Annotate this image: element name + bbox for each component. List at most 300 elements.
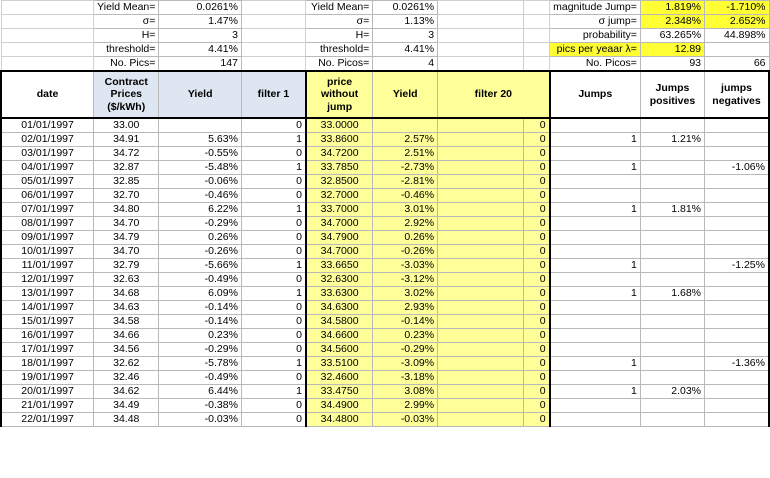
- cell-jump-positive[interactable]: [640, 413, 704, 427]
- cell-jump-positive[interactable]: [640, 175, 704, 189]
- param-right-value-1[interactable]: 93: [640, 57, 704, 72]
- header-jumps[interactable]: Jumps: [550, 71, 641, 118]
- cell-yield-2[interactable]: -3.18%: [373, 371, 438, 385]
- cell-jump-negative[interactable]: [705, 231, 769, 245]
- cell-filter-1[interactable]: 1: [241, 259, 306, 273]
- cell-jump[interactable]: 1: [550, 385, 641, 399]
- cell-date[interactable]: 21/01/1997: [1, 399, 94, 413]
- cell-price-without-jump[interactable]: 34.7000: [306, 245, 373, 259]
- cell-date[interactable]: 13/01/1997: [1, 287, 94, 301]
- cell-jump[interactable]: [550, 329, 641, 343]
- cell-yield[interactable]: -0.26%: [159, 245, 242, 259]
- param-right-value-2[interactable]: 44.898%: [705, 29, 769, 43]
- empty-cell[interactable]: [438, 245, 524, 259]
- cell-yield-2[interactable]: 3.01%: [373, 203, 438, 217]
- cell-yield[interactable]: 0.23%: [159, 329, 242, 343]
- cell-price-without-jump[interactable]: 32.8500: [306, 175, 373, 189]
- cell-yield-2[interactable]: 2.92%: [373, 217, 438, 231]
- empty-cell[interactable]: [438, 301, 524, 315]
- param-right-label[interactable]: σ jump=: [550, 15, 641, 29]
- cell-yield-2[interactable]: 2.57%: [373, 133, 438, 147]
- param-left-value[interactable]: 1.47%: [159, 15, 242, 29]
- cell-yield-2[interactable]: -3.12%: [373, 273, 438, 287]
- cell-jump[interactable]: [550, 245, 641, 259]
- cell-yield[interactable]: -5.78%: [159, 357, 242, 371]
- cell-yield-2[interactable]: -0.03%: [373, 413, 438, 427]
- cell-jump-positive[interactable]: [640, 329, 704, 343]
- empty-cell[interactable]: [241, 43, 306, 57]
- header-price-without-jump[interactable]: price without jump: [306, 71, 373, 118]
- cell-jump-positive[interactable]: [640, 399, 704, 413]
- cell-date[interactable]: 10/01/1997: [1, 245, 94, 259]
- empty-cell[interactable]: [438, 203, 524, 217]
- cell-yield-2[interactable]: 2.99%: [373, 399, 438, 413]
- cell-jump[interactable]: [550, 147, 641, 161]
- cell-jump-positive[interactable]: [640, 189, 704, 203]
- cell-jump-positive[interactable]: [640, 357, 704, 371]
- cell-contract-price[interactable]: 34.70: [94, 217, 159, 231]
- empty-cell[interactable]: [438, 133, 524, 147]
- cell-filter-1[interactable]: 0: [241, 329, 306, 343]
- header-filter-1[interactable]: filter 1: [241, 71, 306, 118]
- cell-jump-positive[interactable]: 1.68%: [640, 287, 704, 301]
- cell-price-without-jump[interactable]: 33.4750: [306, 385, 373, 399]
- cell-filter-20[interactable]: 0: [523, 147, 549, 161]
- cell-price-without-jump[interactable]: 33.6300: [306, 287, 373, 301]
- cell-jump-negative[interactable]: [705, 203, 769, 217]
- cell-contract-price[interactable]: 34.56: [94, 343, 159, 357]
- cell-price-without-jump[interactable]: 34.6300: [306, 301, 373, 315]
- param-mid-label[interactable]: No. Picos=: [306, 57, 373, 72]
- empty-cell[interactable]: [438, 189, 524, 203]
- cell-date[interactable]: 03/01/1997: [1, 147, 94, 161]
- cell-price-without-jump[interactable]: 34.5600: [306, 343, 373, 357]
- cell-yield-2[interactable]: -0.14%: [373, 315, 438, 329]
- param-left-label[interactable]: No. Pics=: [94, 57, 159, 72]
- empty-cell[interactable]: [523, 15, 549, 29]
- cell-jump-positive[interactable]: [640, 273, 704, 287]
- empty-cell[interactable]: [438, 161, 524, 175]
- cell-filter-20[interactable]: 0: [523, 161, 549, 175]
- cell-jump[interactable]: [550, 399, 641, 413]
- cell-contract-price[interactable]: 34.63: [94, 301, 159, 315]
- cell-filter-1[interactable]: 1: [241, 357, 306, 371]
- cell-jump-positive[interactable]: [640, 161, 704, 175]
- empty-cell[interactable]: [1, 29, 94, 43]
- cell-jump[interactable]: [550, 175, 641, 189]
- cell-yield[interactable]: -0.14%: [159, 315, 242, 329]
- empty-cell[interactable]: [438, 399, 524, 413]
- cell-contract-price[interactable]: 34.58: [94, 315, 159, 329]
- cell-date[interactable]: 19/01/1997: [1, 371, 94, 385]
- cell-jump-negative[interactable]: [705, 329, 769, 343]
- empty-cell[interactable]: [438, 15, 524, 29]
- cell-jump[interactable]: [550, 301, 641, 315]
- empty-cell[interactable]: [523, 57, 549, 72]
- cell-contract-price[interactable]: 34.66: [94, 329, 159, 343]
- param-left-label[interactable]: H=: [94, 29, 159, 43]
- cell-jump[interactable]: [550, 231, 641, 245]
- empty-cell[interactable]: [438, 217, 524, 231]
- cell-jump-positive[interactable]: [640, 343, 704, 357]
- cell-filter-20[interactable]: 0: [523, 343, 549, 357]
- cell-jump-positive[interactable]: [640, 231, 704, 245]
- cell-filter-1[interactable]: 1: [241, 161, 306, 175]
- cell-date[interactable]: 04/01/1997: [1, 161, 94, 175]
- cell-jump-negative[interactable]: [705, 315, 769, 329]
- cell-jump-positive[interactable]: [640, 315, 704, 329]
- empty-cell[interactable]: [438, 57, 524, 72]
- cell-contract-price[interactable]: 32.79: [94, 259, 159, 273]
- empty-cell[interactable]: [523, 1, 549, 15]
- empty-cell[interactable]: [1, 1, 94, 15]
- header-date[interactable]: date: [1, 71, 94, 118]
- empty-cell[interactable]: [241, 57, 306, 72]
- cell-contract-price[interactable]: 32.62: [94, 357, 159, 371]
- cell-price-without-jump[interactable]: 34.4900: [306, 399, 373, 413]
- param-mid-value[interactable]: 3: [373, 29, 438, 43]
- param-right-value-1[interactable]: 63.265%: [640, 29, 704, 43]
- cell-yield[interactable]: 5.63%: [159, 133, 242, 147]
- cell-jump[interactable]: [550, 371, 641, 385]
- cell-filter-1[interactable]: 1: [241, 287, 306, 301]
- cell-price-without-jump[interactable]: 34.4800: [306, 413, 373, 427]
- cell-price-without-jump[interactable]: 33.5100: [306, 357, 373, 371]
- cell-yield[interactable]: -0.06%: [159, 175, 242, 189]
- header-yield-2[interactable]: Yield: [373, 71, 438, 118]
- cell-date[interactable]: 06/01/1997: [1, 189, 94, 203]
- param-left-value[interactable]: 0.0261%: [159, 1, 242, 15]
- param-right-label[interactable]: No. Picos=: [550, 57, 641, 72]
- cell-yield[interactable]: -0.14%: [159, 301, 242, 315]
- cell-filter-20[interactable]: 0: [523, 259, 549, 273]
- cell-filter-20[interactable]: 0: [523, 203, 549, 217]
- empty-cell[interactable]: [438, 43, 524, 57]
- cell-filter-1[interactable]: 0: [241, 315, 306, 329]
- cell-price-without-jump[interactable]: 32.7000: [306, 189, 373, 203]
- cell-filter-1[interactable]: 0: [241, 147, 306, 161]
- param-right-value-1[interactable]: 12.89: [640, 43, 704, 57]
- empty-cell[interactable]: [523, 29, 549, 43]
- cell-jump-negative[interactable]: [705, 217, 769, 231]
- cell-jump-negative[interactable]: [705, 147, 769, 161]
- cell-yield[interactable]: -0.03%: [159, 413, 242, 427]
- cell-yield-2[interactable]: -3.03%: [373, 259, 438, 273]
- cell-jump-positive[interactable]: [640, 371, 704, 385]
- empty-cell[interactable]: [438, 273, 524, 287]
- param-left-label[interactable]: threshold=: [94, 43, 159, 57]
- cell-contract-price[interactable]: 34.80: [94, 203, 159, 217]
- cell-jump-negative[interactable]: [705, 343, 769, 357]
- cell-jump-positive[interactable]: [640, 245, 704, 259]
- cell-jump[interactable]: 1: [550, 357, 641, 371]
- cell-price-without-jump[interactable]: 33.0000: [306, 118, 373, 133]
- cell-yield-2[interactable]: 3.08%: [373, 385, 438, 399]
- cell-yield-2[interactable]: -2.81%: [373, 175, 438, 189]
- empty-cell[interactable]: [438, 1, 524, 15]
- cell-date[interactable]: 02/01/1997: [1, 133, 94, 147]
- empty-cell[interactable]: [438, 371, 524, 385]
- cell-date[interactable]: 17/01/1997: [1, 343, 94, 357]
- header-filter-20[interactable]: filter 20: [438, 71, 550, 118]
- cell-contract-price[interactable]: 32.46: [94, 371, 159, 385]
- cell-filter-20[interactable]: 0: [523, 175, 549, 189]
- cell-contract-price[interactable]: 32.87: [94, 161, 159, 175]
- cell-yield-2[interactable]: 2.51%: [373, 147, 438, 161]
- cell-date[interactable]: 15/01/1997: [1, 315, 94, 329]
- empty-cell[interactable]: [241, 15, 306, 29]
- cell-yield-2[interactable]: -3.09%: [373, 357, 438, 371]
- empty-cell[interactable]: [438, 29, 524, 43]
- cell-yield[interactable]: -0.46%: [159, 189, 242, 203]
- empty-cell[interactable]: [438, 287, 524, 301]
- cell-yield[interactable]: -0.49%: [159, 371, 242, 385]
- cell-date[interactable]: 12/01/1997: [1, 273, 94, 287]
- cell-contract-price[interactable]: 34.68: [94, 287, 159, 301]
- cell-jump[interactable]: [550, 273, 641, 287]
- cell-yield-2[interactable]: -0.29%: [373, 343, 438, 357]
- cell-jump-negative[interactable]: [705, 399, 769, 413]
- cell-filter-20[interactable]: 0: [523, 189, 549, 203]
- empty-cell[interactable]: [1, 15, 94, 29]
- cell-jump[interactable]: 1: [550, 133, 641, 147]
- header-jumps-positives[interactable]: Jumps positives: [640, 71, 704, 118]
- cell-jump[interactable]: [550, 413, 641, 427]
- empty-cell[interactable]: [438, 231, 524, 245]
- param-mid-value[interactable]: 1.13%: [373, 15, 438, 29]
- cell-jump-negative[interactable]: [705, 301, 769, 315]
- cell-filter-1[interactable]: 0: [241, 399, 306, 413]
- empty-cell[interactable]: [438, 147, 524, 161]
- cell-jump[interactable]: [550, 118, 641, 133]
- empty-cell[interactable]: [241, 29, 306, 43]
- cell-contract-price[interactable]: 34.79: [94, 231, 159, 245]
- cell-price-without-jump[interactable]: 34.5800: [306, 315, 373, 329]
- cell-filter-1[interactable]: 0: [241, 343, 306, 357]
- empty-cell[interactable]: [438, 385, 524, 399]
- cell-filter-20[interactable]: 0: [523, 413, 549, 427]
- cell-filter-1[interactable]: 0: [241, 413, 306, 427]
- empty-cell[interactable]: [241, 1, 306, 15]
- cell-filter-1[interactable]: 0: [241, 301, 306, 315]
- cell-date[interactable]: 22/01/1997: [1, 413, 94, 427]
- cell-jump[interactable]: [550, 315, 641, 329]
- empty-cell[interactable]: [438, 413, 524, 427]
- cell-jump-negative[interactable]: -1.36%: [705, 357, 769, 371]
- cell-yield[interactable]: -0.29%: [159, 343, 242, 357]
- param-right-value-1[interactable]: 2.348%: [640, 15, 704, 29]
- cell-date[interactable]: 11/01/1997: [1, 259, 94, 273]
- param-left-value[interactable]: 4.41%: [159, 43, 242, 57]
- cell-filter-1[interactable]: 1: [241, 133, 306, 147]
- cell-yield[interactable]: 6.22%: [159, 203, 242, 217]
- cell-filter-1[interactable]: 0: [241, 118, 306, 133]
- cell-jump-negative[interactable]: [705, 175, 769, 189]
- cell-filter-20[interactable]: 0: [523, 287, 549, 301]
- cell-yield[interactable]: 6.44%: [159, 385, 242, 399]
- cell-jump-positive[interactable]: 2.03%: [640, 385, 704, 399]
- cell-jump-positive[interactable]: 1.21%: [640, 133, 704, 147]
- cell-price-without-jump[interactable]: 32.4600: [306, 371, 373, 385]
- cell-jump-positive[interactable]: [640, 301, 704, 315]
- param-mid-label[interactable]: H=: [306, 29, 373, 43]
- cell-jump-positive[interactable]: [640, 118, 704, 133]
- cell-jump[interactable]: 1: [550, 203, 641, 217]
- empty-cell[interactable]: [1, 57, 94, 72]
- param-mid-label[interactable]: Yield Mean=: [306, 1, 373, 15]
- cell-filter-20[interactable]: 0: [523, 301, 549, 315]
- cell-yield[interactable]: -5.48%: [159, 161, 242, 175]
- cell-yield[interactable]: [159, 118, 242, 133]
- empty-cell[interactable]: [1, 43, 94, 57]
- cell-yield[interactable]: -0.55%: [159, 147, 242, 161]
- cell-jump[interactable]: 1: [550, 259, 641, 273]
- cell-price-without-jump[interactable]: 34.7200: [306, 147, 373, 161]
- param-mid-value[interactable]: 4.41%: [373, 43, 438, 57]
- cell-filter-20[interactable]: 0: [523, 217, 549, 231]
- cell-jump-positive[interactable]: [640, 217, 704, 231]
- cell-jump-negative[interactable]: [705, 118, 769, 133]
- cell-filter-20[interactable]: 0: [523, 231, 549, 245]
- cell-yield-2[interactable]: 3.02%: [373, 287, 438, 301]
- cell-jump-positive[interactable]: [640, 259, 704, 273]
- cell-filter-20[interactable]: 0: [523, 371, 549, 385]
- cell-contract-price[interactable]: 32.85: [94, 175, 159, 189]
- cell-jump-positive[interactable]: 1.81%: [640, 203, 704, 217]
- cell-filter-20[interactable]: 0: [523, 399, 549, 413]
- param-right-value-1[interactable]: 1.819%: [640, 1, 704, 15]
- cell-yield-2[interactable]: [373, 118, 438, 133]
- empty-cell[interactable]: [438, 343, 524, 357]
- cell-filter-1[interactable]: 0: [241, 245, 306, 259]
- empty-cell[interactable]: [438, 118, 524, 133]
- param-mid-label[interactable]: σ=: [306, 15, 373, 29]
- cell-jump-negative[interactable]: -1.25%: [705, 259, 769, 273]
- cell-filter-1[interactable]: 0: [241, 371, 306, 385]
- empty-cell[interactable]: [438, 175, 524, 189]
- cell-yield[interactable]: 6.09%: [159, 287, 242, 301]
- cell-jump[interactable]: 1: [550, 287, 641, 301]
- cell-filter-1[interactable]: 0: [241, 175, 306, 189]
- param-left-value[interactable]: 3: [159, 29, 242, 43]
- cell-contract-price[interactable]: 34.70: [94, 245, 159, 259]
- cell-price-without-jump[interactable]: 33.8600: [306, 133, 373, 147]
- param-mid-label[interactable]: threshold=: [306, 43, 373, 57]
- cell-date[interactable]: 07/01/1997: [1, 203, 94, 217]
- param-right-label[interactable]: magnitude Jump=: [550, 1, 641, 15]
- cell-contract-price[interactable]: 32.63: [94, 273, 159, 287]
- cell-filter-20[interactable]: 0: [523, 385, 549, 399]
- cell-contract-price[interactable]: 34.62: [94, 385, 159, 399]
- param-mid-value[interactable]: 4: [373, 57, 438, 72]
- cell-price-without-jump[interactable]: 32.6300: [306, 273, 373, 287]
- param-right-label[interactable]: pics per yeaar λ=: [550, 43, 641, 57]
- cell-contract-price[interactable]: 34.91: [94, 133, 159, 147]
- cell-jump[interactable]: [550, 217, 641, 231]
- cell-price-without-jump[interactable]: 34.6600: [306, 329, 373, 343]
- cell-yield[interactable]: -0.38%: [159, 399, 242, 413]
- cell-filter-20[interactable]: 0: [523, 118, 549, 133]
- cell-date[interactable]: 08/01/1997: [1, 217, 94, 231]
- cell-yield[interactable]: 0.26%: [159, 231, 242, 245]
- empty-cell[interactable]: [438, 315, 524, 329]
- cell-price-without-jump[interactable]: 34.7000: [306, 217, 373, 231]
- cell-yield[interactable]: -5.66%: [159, 259, 242, 273]
- cell-filter-1[interactable]: 0: [241, 189, 306, 203]
- cell-jump[interactable]: 1: [550, 161, 641, 175]
- cell-jump-negative[interactable]: [705, 371, 769, 385]
- cell-filter-1[interactable]: 0: [241, 217, 306, 231]
- cell-price-without-jump[interactable]: 33.7000: [306, 203, 373, 217]
- cell-contract-price[interactable]: 34.72: [94, 147, 159, 161]
- param-right-label[interactable]: probability=: [550, 29, 641, 43]
- cell-yield-2[interactable]: -0.46%: [373, 189, 438, 203]
- cell-filter-20[interactable]: 0: [523, 315, 549, 329]
- cell-filter-20[interactable]: 0: [523, 133, 549, 147]
- param-right-value-2[interactable]: [705, 43, 769, 57]
- cell-contract-price[interactable]: 34.49: [94, 399, 159, 413]
- cell-filter-20[interactable]: 0: [523, 245, 549, 259]
- cell-price-without-jump[interactable]: 33.6650: [306, 259, 373, 273]
- cell-yield-2[interactable]: 2.93%: [373, 301, 438, 315]
- cell-filter-1[interactable]: 0: [241, 231, 306, 245]
- cell-date[interactable]: 16/01/1997: [1, 329, 94, 343]
- param-right-value-2[interactable]: 66: [705, 57, 769, 72]
- cell-jump-negative[interactable]: -1.06%: [705, 161, 769, 175]
- cell-yield[interactable]: -0.29%: [159, 217, 242, 231]
- cell-date[interactable]: 18/01/1997: [1, 357, 94, 371]
- cell-jump[interactable]: [550, 189, 641, 203]
- header-yield[interactable]: Yield: [159, 71, 242, 118]
- cell-date[interactable]: 14/01/1997: [1, 301, 94, 315]
- header-contract-prices[interactable]: [94, 71, 159, 118]
- empty-cell[interactable]: [523, 43, 549, 57]
- cell-filter-1[interactable]: 1: [241, 385, 306, 399]
- cell-jump-positive[interactable]: [640, 147, 704, 161]
- param-left-value[interactable]: 147: [159, 57, 242, 72]
- cell-jump-negative[interactable]: [705, 287, 769, 301]
- cell-price-without-jump[interactable]: 33.7850: [306, 161, 373, 175]
- cell-jump-negative[interactable]: [705, 133, 769, 147]
- cell-jump-negative[interactable]: [705, 385, 769, 399]
- param-right-value-2[interactable]: 2.652%: [705, 15, 769, 29]
- empty-cell[interactable]: [438, 329, 524, 343]
- cell-jump-negative[interactable]: [705, 413, 769, 427]
- cell-contract-price[interactable]: 33.00: [94, 118, 159, 133]
- cell-jump[interactable]: [550, 343, 641, 357]
- cell-jump-negative[interactable]: [705, 273, 769, 287]
- cell-yield-2[interactable]: -0.26%: [373, 245, 438, 259]
- empty-cell[interactable]: [438, 259, 524, 273]
- cell-date[interactable]: 20/01/1997: [1, 385, 94, 399]
- cell-date[interactable]: 05/01/1997: [1, 175, 94, 189]
- cell-jump-negative[interactable]: [705, 245, 769, 259]
- cell-yield[interactable]: -0.49%: [159, 273, 242, 287]
- empty-cell[interactable]: [438, 357, 524, 371]
- param-mid-value[interactable]: 0.0261%: [373, 1, 438, 15]
- cell-price-without-jump[interactable]: 34.7900: [306, 231, 373, 245]
- cell-date[interactable]: 09/01/1997: [1, 231, 94, 245]
- cell-filter-1[interactable]: 1: [241, 203, 306, 217]
- param-left-label[interactable]: σ=: [94, 15, 159, 29]
- cell-yield-2[interactable]: 0.23%: [373, 329, 438, 343]
- cell-jump-negative[interactable]: [705, 189, 769, 203]
- param-right-value-2[interactable]: -1.710%: [705, 1, 769, 15]
- param-left-label[interactable]: Yield Mean=: [94, 1, 159, 15]
- header-jumps-negatives[interactable]: jumps negatives: [705, 71, 769, 118]
- cell-yield-2[interactable]: -2.73%: [373, 161, 438, 175]
- cell-date[interactable]: 01/01/1997: [1, 118, 94, 133]
